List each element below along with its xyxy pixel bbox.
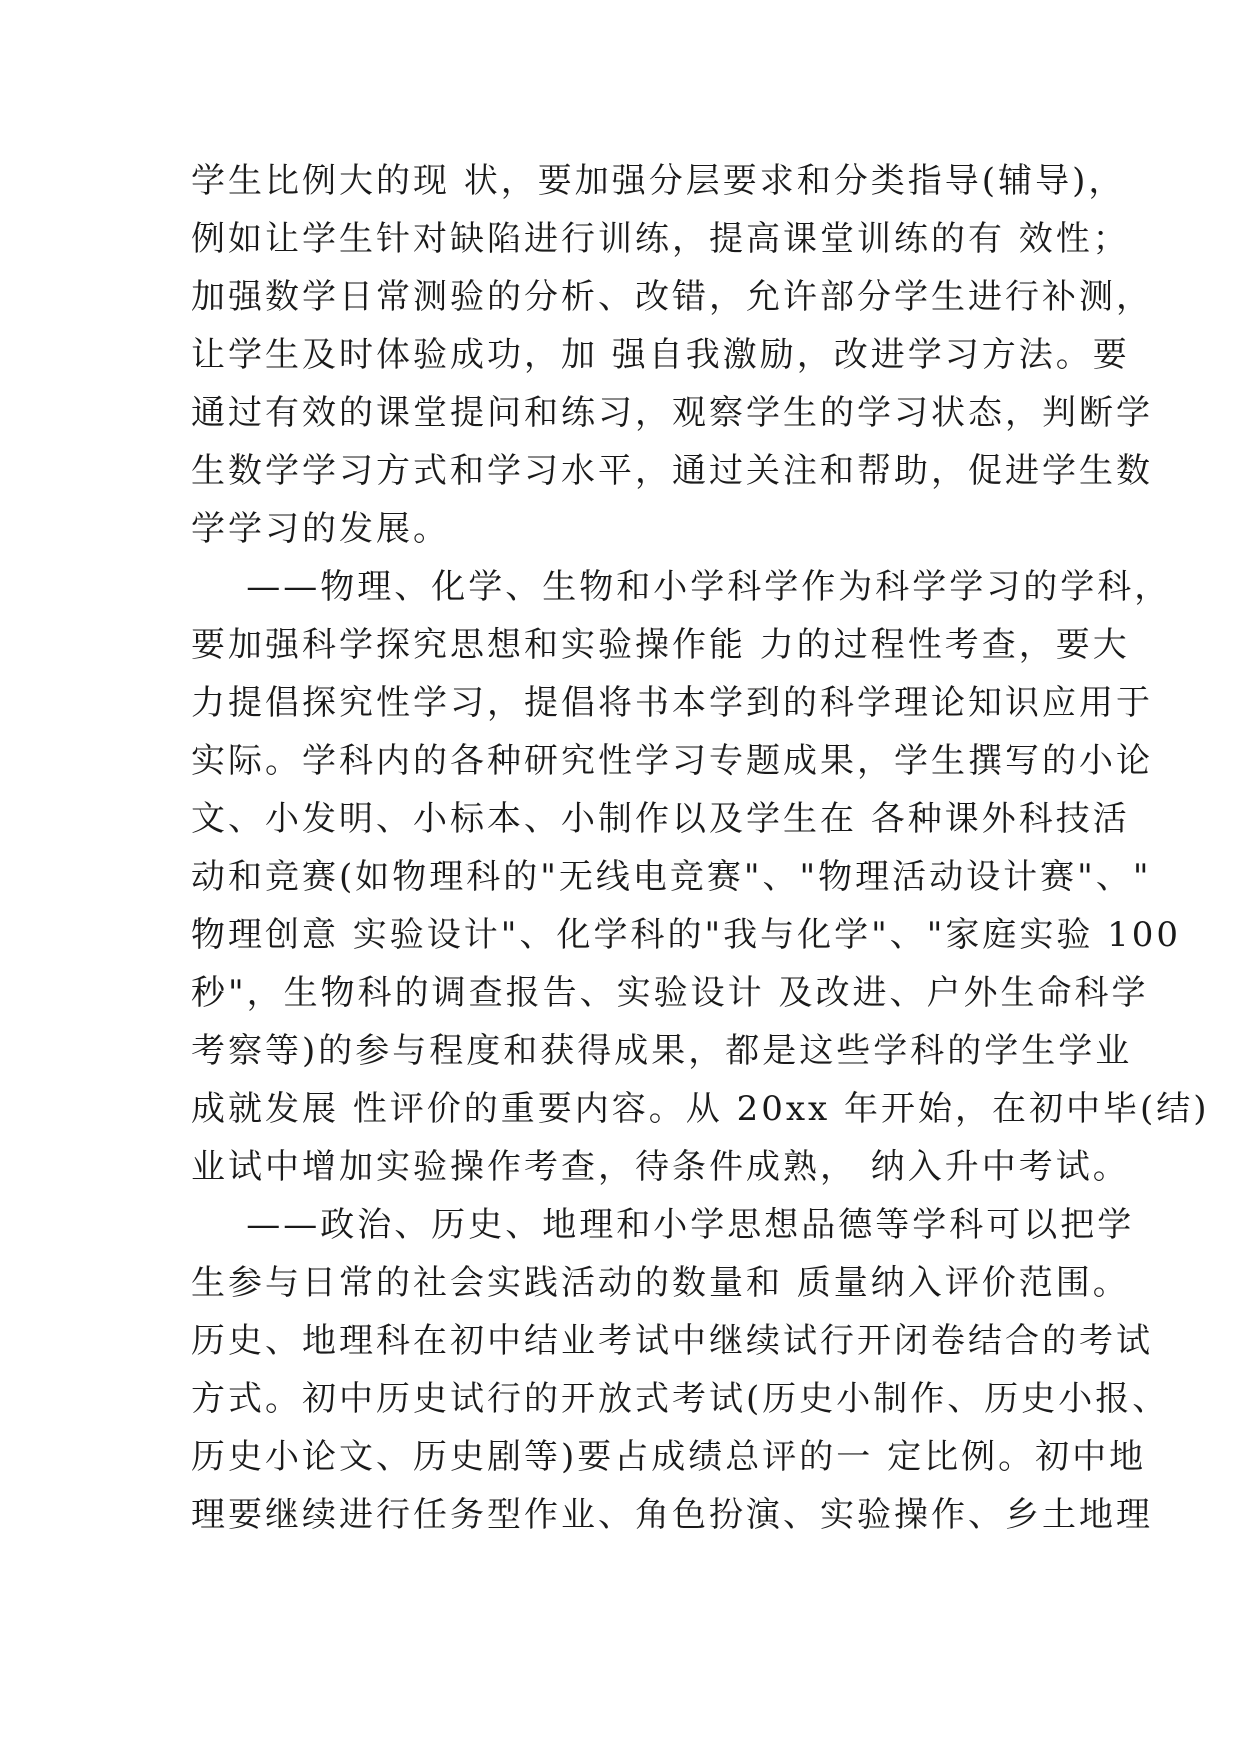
text-line: 力提倡探究性学习，提倡将书本学到的科学理论知识应用于 xyxy=(191,683,1153,723)
text-line: 通过有效的课堂提问和练习，观察学生的学习状态，判断学 xyxy=(191,393,1153,433)
text-line: 物理创意 实验设计"、化学科的"我与化学"、"家庭实验 100 xyxy=(191,915,1182,955)
paragraph-start-line: ——物理、化学、生物和小学科学作为科学学习的学科， xyxy=(191,567,1172,607)
text-line: 历史小论文、历史剧等)要占成绩总评的一 定比例。初中地 xyxy=(191,1437,1147,1477)
text-line: 历史、地理科在初中结业考试中继续试行开闭卷结合的考试 xyxy=(191,1321,1153,1361)
text-line: 生参与日常的社会实践活动的数量和 质量纳入评价范围。 xyxy=(191,1263,1130,1303)
text-line: 业试中增加实验操作考查，待条件成熟， 纳入升中考试。 xyxy=(191,1147,1130,1187)
text-line: 让学生及时体验成功，加 强自我激励，改进学习方法。要 xyxy=(191,335,1130,375)
text-line: 考察等)的参与程度和获得成果，都是这些学科的学生学业 xyxy=(191,1031,1133,1071)
text-line: 学生比例大的现 状，要加强分层要求和分类指导(辅导)， xyxy=(191,161,1126,201)
text-line: 要加强科学探究思想和实验操作能 力的过程性考查，要大 xyxy=(191,625,1130,665)
text-line: 文、小发明、小标本、小制作以及学生在 各种课外科技活 xyxy=(191,799,1130,839)
text-line: 方式。初中历史试行的开放式考试(历史小制作、历史小报、 xyxy=(191,1379,1170,1419)
text-line: 动和竞赛(如物理科的"无线电竞赛"、"物理活动设计赛"、" xyxy=(191,857,1152,897)
text-line: 成就发展 性评价的重要内容。从 20xx 年开始，在初中毕(结) xyxy=(191,1089,1210,1129)
text-line: 生数学学习方式和学习水平，通过关注和帮助，促进学生数 xyxy=(191,451,1153,491)
text-line: 加强数学日常测验的分析、改错，允许部分学生进行补测， xyxy=(191,277,1153,317)
body-text xyxy=(191,152,1210,1544)
text-line: 实际。学科内的各种研究性学习专题成果，学生撰写的小论 xyxy=(191,741,1153,781)
text-line: 理要继续进行任务型作业、角色扮演、实验操作、乡土地理 xyxy=(191,1495,1153,1535)
text-line: 学学习的发展。 xyxy=(191,509,450,549)
text-line: 例如让学生针对缺陷进行训练，提高课堂训练的有 效性； xyxy=(191,219,1130,259)
text-line: 秒"，生物科的调查报告、实验设计 及改进、户外生命科学 xyxy=(191,973,1149,1013)
paragraph-start-line: ——政治、历史、地理和小学思想品德等学科可以把学 xyxy=(191,1205,1135,1245)
